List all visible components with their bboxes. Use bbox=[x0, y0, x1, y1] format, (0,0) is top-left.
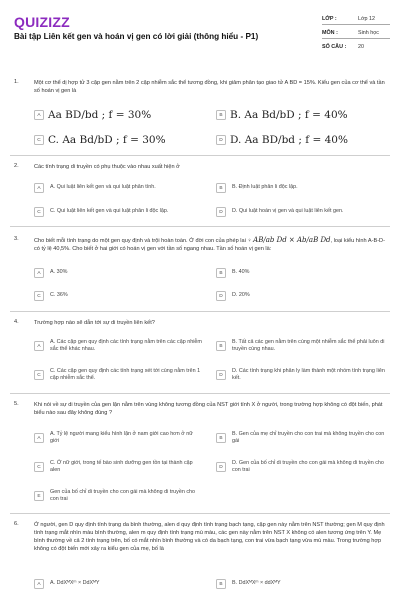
question-divider bbox=[10, 226, 390, 227]
question-number: 6. bbox=[14, 521, 19, 527]
meta-value: Lớp 12 bbox=[358, 16, 376, 22]
answer-option-a[interactable] bbox=[34, 108, 202, 122]
question-text-part: Cho biết mỗi tính trạng do một gen quy định và trội hoàn toàn. Ở đời con của phép lai ♀ bbox=[34, 238, 252, 244]
option-formula: B. Aa Bd/bD ; f = 40% bbox=[230, 109, 348, 121]
answer-option-b[interactable] bbox=[216, 108, 390, 122]
answer-option-a[interactable] bbox=[34, 577, 202, 591]
question-number: 5. bbox=[14, 401, 19, 407]
question-number: 2. bbox=[14, 163, 19, 169]
option-letter: D bbox=[216, 207, 226, 217]
answer-option-c[interactable] bbox=[34, 133, 202, 147]
answer-option-b[interactable] bbox=[216, 427, 390, 449]
option-text: B. Định luật phân li độc lập. bbox=[232, 184, 298, 191]
answer-option-c[interactable] bbox=[34, 289, 202, 303]
option-letter: B bbox=[216, 341, 226, 351]
option-text: B. Tất cả các gen nằm trên cùng một nhiễm sắc thể phải luôn di truyền cùng nhau. bbox=[232, 338, 385, 352]
option-letter: A bbox=[34, 110, 44, 120]
meta-label: LỚP : bbox=[322, 16, 337, 22]
answer-option-b[interactable] bbox=[216, 335, 390, 357]
header bbox=[0, 0, 400, 60]
question-number: 3. bbox=[14, 236, 19, 242]
question-text-part: , loại kiểu hình A-B-D- có tỷ lệ 40,5%. Cho biết ở hai giới có hoán vị gen với tần số ngang nhau. Tần số hoán vị gen là: bbox=[34, 238, 385, 252]
option-text: D. 20% bbox=[232, 292, 250, 299]
question-text bbox=[34, 236, 390, 253]
answer-option-c[interactable] bbox=[34, 456, 202, 478]
option-text: C. Các cặp gen quy định các tính trạng xét tới cùng nằm trên 1 cặp nhiễm sắc thể. bbox=[50, 367, 201, 381]
option-text: D. Gen của bố chỉ di truyền cho con gái mà không di truyền cho con trai bbox=[232, 459, 384, 473]
option-letter: D bbox=[216, 291, 226, 301]
option-text: D. Các tính trạng khi phân ly làm thành một nhóm tính trạng liên kết. bbox=[232, 367, 385, 381]
option-letter: D bbox=[216, 462, 226, 472]
option-letter: B bbox=[216, 110, 226, 120]
answer-option-c[interactable] bbox=[34, 205, 202, 219]
question-text: Khi nói về sự di truyền của gen lặn nằm trên vùng không tương đồng của NST giới tính X ở người, trong trường hợp không có đột biến, phát biểu nào sau đây không đúng ? bbox=[34, 402, 383, 416]
question-text: Các tính trạng di truyền có phụ thuộc vào nhau xuất hiện ở bbox=[34, 164, 180, 170]
answer-option-c[interactable] bbox=[34, 364, 202, 386]
meta-value: Sinh học bbox=[358, 30, 379, 36]
option-letter: C bbox=[34, 370, 44, 380]
option-letter: A bbox=[34, 579, 44, 589]
option-text: A. DdXᴹXᵐ × DdXᴹY bbox=[50, 580, 100, 587]
answer-option-b[interactable] bbox=[216, 577, 390, 591]
option-text: C. Ở nữ giới, trong tế bào sinh dưỡng gen tồn tại thành cặp alen bbox=[50, 459, 193, 473]
document-title: Bài tập Liên kết gen và hoán vị gen có lời giải (thông hiểu - P1) bbox=[14, 32, 259, 41]
option-letter: B bbox=[216, 433, 226, 443]
answer-option-b[interactable] bbox=[216, 266, 390, 280]
quizizz-logo: QUIZIZZ bbox=[14, 14, 70, 30]
option-text: B. 40% bbox=[232, 269, 250, 276]
answer-option-e[interactable] bbox=[34, 485, 202, 507]
option-text: D. Qui luật hoán vị gen và qui luật liên kết gen. bbox=[232, 208, 344, 215]
question-number: 1. bbox=[14, 79, 19, 85]
option-letter: C bbox=[34, 462, 44, 472]
option-text: A. Qui luật liên kết gen và qui luật phân tính. bbox=[50, 184, 156, 191]
option-letter: B bbox=[216, 268, 226, 278]
option-text: C. 36% bbox=[50, 292, 68, 299]
answer-option-a[interactable] bbox=[34, 427, 202, 449]
answer-option-b[interactable] bbox=[216, 181, 390, 195]
answer-option-d[interactable] bbox=[216, 456, 390, 478]
option-letter: A bbox=[34, 268, 44, 278]
option-letter: A bbox=[34, 183, 44, 193]
option-letter: C bbox=[34, 291, 44, 301]
option-letter: E bbox=[34, 491, 44, 501]
option-text: C. Qui luật liên kết gen và qui luật phân li độc lập. bbox=[50, 208, 169, 215]
option-text: B. DdXᴹXᵐ × ddXᴹY bbox=[232, 580, 281, 587]
option-text: A. Các cặp gen quy định các tính trạng nằm trên các cặp nhiễm sắc thể khác nhau. bbox=[50, 338, 202, 352]
option-letter: B bbox=[216, 183, 226, 193]
option-letter: A bbox=[34, 341, 44, 351]
option-text: A. Tỷ lệ người mang kiểu hình lặn ở nam giới cao hơn ở nữ giới bbox=[50, 430, 193, 444]
question-text: Một cơ thể dị hợp tử 3 cặp gen nằm trên 2 cặp nhiễm sắc thể tương đồng, khi giảm phân tạo giao tử A BD = 15%. Kiểu gen của cơ thể và tần số hoán vị gen là bbox=[34, 80, 385, 94]
option-letter: B bbox=[216, 579, 226, 589]
meta-value: 20 bbox=[358, 44, 364, 50]
option-letter: D bbox=[216, 370, 226, 380]
meta-divider bbox=[322, 24, 390, 25]
option-letter: D bbox=[216, 135, 226, 145]
question-divider bbox=[10, 393, 390, 394]
question-divider bbox=[10, 155, 390, 156]
meta-label: SỐ CÂU : bbox=[322, 44, 347, 50]
answer-option-d[interactable] bbox=[216, 205, 390, 219]
option-formula: D. Aa BD/bd ; f = 40% bbox=[230, 134, 348, 146]
question-number: 4. bbox=[14, 319, 19, 325]
option-formula: Aa BD/bd ; f = 30% bbox=[48, 109, 152, 121]
option-text: A. 30% bbox=[50, 269, 68, 276]
answer-option-d[interactable] bbox=[216, 289, 390, 303]
option-letter: A bbox=[34, 433, 44, 443]
question-divider bbox=[10, 513, 390, 514]
question-text: Ở người, gen D quy định tính trạng da bình thường, alen d quy định tính trạng bạch tạng, cặp gen này nằm trên NST thường; gen M quy định tính trạng mắt nhìn màu bình thường, alen m quy định tính trạng mù màu, các gen này nằm trên NST X không có alen tương ứng trên Y. Mẹ bình thường về cả 2 tính trạng trên, bố có mắt nhìn bình thường và có da bạch tạng, con trai vừa bạch tạng vừa mù màu. Trong trường hợp không có đột biến mới xảy ra kiểu gen của mẹ, bố là bbox=[34, 522, 385, 552]
option-formula: C. Aa Bd/bD ; f = 30% bbox=[48, 134, 166, 146]
answer-option-d[interactable] bbox=[216, 133, 390, 147]
answer-option-a[interactable] bbox=[34, 335, 202, 357]
option-text: B. Gen của mẹ chỉ truyền cho con trai mà không truyền cho con gái bbox=[232, 430, 385, 444]
answer-option-a[interactable] bbox=[34, 181, 202, 195]
answer-option-a[interactable] bbox=[34, 266, 202, 280]
option-letter: C bbox=[34, 207, 44, 217]
option-text: Gen của bố chỉ di truyền cho con gái mà không di truyền cho con trai bbox=[50, 488, 196, 502]
option-letter: C bbox=[34, 135, 44, 145]
answer-option-d[interactable] bbox=[216, 364, 390, 386]
meta-divider bbox=[322, 38, 390, 39]
question-divider bbox=[10, 311, 390, 312]
question-text: Trường hợp nào sẽ dẫn tới sự di truyền liên kết? bbox=[34, 320, 155, 326]
meta-label: MÔN : bbox=[322, 30, 338, 36]
cross-formula: AB/ab Dd × Ab/aB Dd bbox=[253, 236, 331, 244]
